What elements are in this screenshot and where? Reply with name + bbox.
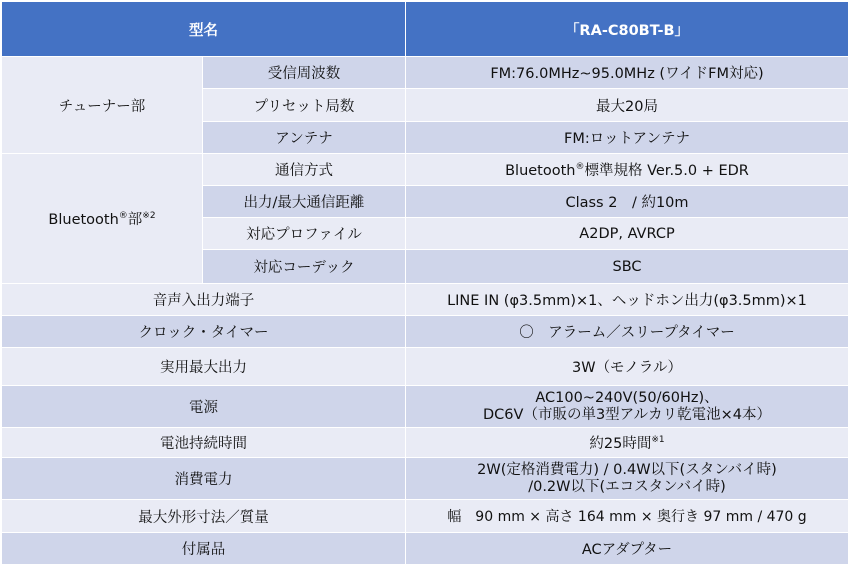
row-label: 出力/最大通信距離 xyxy=(203,186,406,218)
model-value: 「RA-C80BT-B」 xyxy=(406,2,849,57)
value-line: DC6V（市販の単3型アルカリ乾電池×4本） xyxy=(483,406,771,423)
table-row xyxy=(2,428,849,458)
value-line: AC100~240V(50/60Hz)、 xyxy=(535,389,719,406)
row-value: ACアダプター xyxy=(406,533,849,565)
row-label: クロック・タイマー xyxy=(2,316,406,348)
table-row xyxy=(2,57,849,89)
row-label: 付属品 xyxy=(2,533,406,565)
value-text: 標準規格 Ver.5.0 + EDR xyxy=(584,163,749,179)
footnote-mark: ※1 xyxy=(651,435,665,445)
table-row xyxy=(2,284,849,316)
row-label: 電池持続時間 xyxy=(2,428,406,458)
spec-table xyxy=(1,1,849,565)
row-label: 通信方式 xyxy=(203,154,406,186)
table-row xyxy=(2,533,849,565)
row-label: 受信周波数 xyxy=(203,57,406,89)
row-value: Class 2 / 約10m xyxy=(406,186,849,218)
row-value xyxy=(406,154,849,186)
row-value: SBC xyxy=(406,250,849,284)
row-value: A2DP, AVRCP xyxy=(406,218,849,250)
row-label: 対応コーデック xyxy=(203,250,406,284)
bluetooth-section-label xyxy=(2,154,203,284)
table-row xyxy=(2,154,849,186)
value-line: 2W(定格消費電力) / 0.4W以下(スタンバイ時) xyxy=(477,461,777,478)
registered-mark: ® xyxy=(118,211,128,221)
row-label: 最大外形寸法／質量 xyxy=(2,500,406,533)
row-value xyxy=(406,386,849,428)
value-line: /0.2W以下(エコスタンバイ時) xyxy=(528,478,726,495)
row-label: プリセット局数 xyxy=(203,89,406,122)
tuner-section-label: チューナー部 xyxy=(2,57,203,154)
table-row xyxy=(2,386,849,428)
row-label: 電源 xyxy=(2,386,406,428)
footnote-mark: ※2 xyxy=(142,211,156,221)
row-label: アンテナ xyxy=(203,122,406,154)
bluetooth-section-suffix: 部 xyxy=(127,212,143,228)
row-label: 実用最大出力 xyxy=(2,348,406,386)
row-label: 音声入出力端子 xyxy=(2,284,406,316)
row-label: 対応プロファイル xyxy=(203,218,406,250)
row-label: 消費電力 xyxy=(2,458,406,500)
row-value: LINE IN (φ3.5mm)×1、ヘッドホン出力(φ3.5mm)×1 xyxy=(406,284,849,316)
row-value: 最大20局 xyxy=(406,89,849,122)
row-value: FM:76.0MHz~95.0MHz (ワイドFM対応) xyxy=(406,57,849,89)
table-row xyxy=(2,316,849,348)
model-label: 型名 xyxy=(2,2,406,57)
row-value xyxy=(406,428,849,458)
row-value: 3W（モノラル） xyxy=(406,348,849,386)
header-row xyxy=(2,2,849,57)
table-row xyxy=(2,500,849,533)
row-value xyxy=(406,458,849,500)
bluetooth-section-text: Bluetooth xyxy=(48,212,119,228)
registered-mark: ® xyxy=(575,162,585,172)
table-row xyxy=(2,348,849,386)
value-text: Bluetooth xyxy=(505,163,576,179)
table-row xyxy=(2,458,849,500)
row-value: 〇 アラーム／スリープタイマー xyxy=(406,316,849,348)
row-value: FM:ロットアンテナ xyxy=(406,122,849,154)
row-value: 幅 90 mm × 高さ 164 mm × 奥行き 97 mm / 470 g xyxy=(406,500,849,533)
value-text: 約25時間 xyxy=(589,436,652,452)
